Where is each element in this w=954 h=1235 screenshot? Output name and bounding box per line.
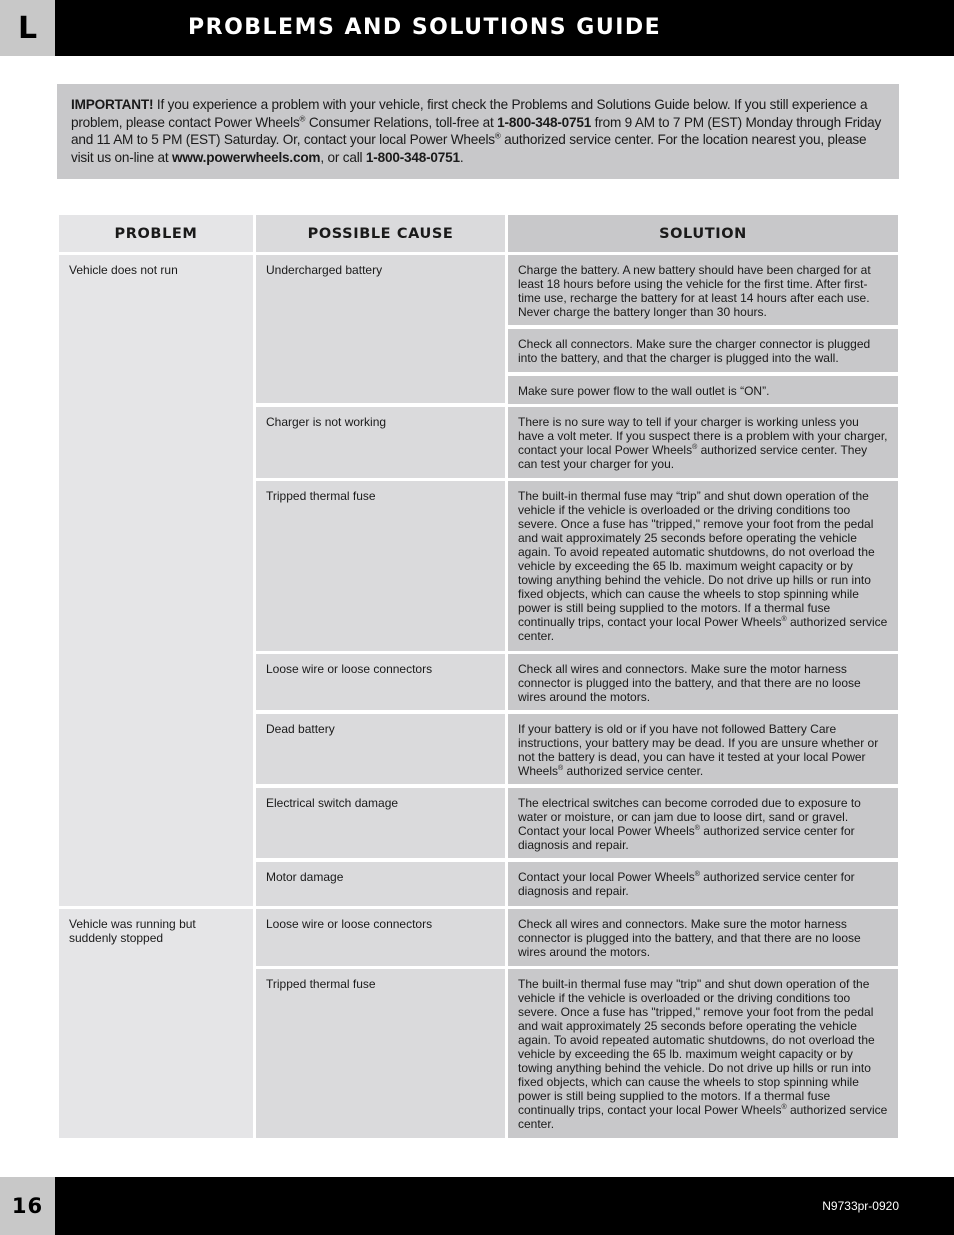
cause-cell: Tripped thermal fuse xyxy=(256,969,505,1138)
page-title: PROBLEMS AND SOLUTIONS GUIDE xyxy=(188,15,662,40)
phone-number: 1-800-348-0751 xyxy=(497,114,592,130)
registered-mark: ® xyxy=(692,444,698,451)
registered-mark: ® xyxy=(558,765,564,772)
cause-cell: Motor damage xyxy=(256,862,505,906)
notice-text: , or call xyxy=(320,149,366,165)
document-code: N9733pr-0920 xyxy=(822,1199,899,1213)
notice-text: . xyxy=(459,149,464,165)
cause-cell: Loose wire or loose connectors xyxy=(256,909,505,966)
cause-cell: Loose wire or loose connectors xyxy=(256,654,505,710)
section-tab: L xyxy=(0,0,55,56)
solution-cell: There is no sure way to tell if your charger is working unless you have a volt meter. If you suspect there is a problem with your charger, contact your local Power Wheels® authorized service center. They can test your charger for you. xyxy=(508,407,898,478)
header-problem: PROBLEM xyxy=(59,215,253,252)
page-number: 16 xyxy=(0,1177,55,1235)
header-possible-cause: POSSIBLE CAUSE xyxy=(256,215,505,252)
solution-cell: The electrical switches can become corroded due to exposure to water or moisture, or can jam due to loose dirt, sand or gravel. Contact your local Power Wheels® authorized service center for diagnosis and repair. xyxy=(508,788,898,858)
solution-cell: Contact your local Power Wheels® authorized service center for diagnosis and repair. xyxy=(508,862,898,906)
cause-cell: Tripped thermal fuse xyxy=(256,481,505,651)
footer-bar xyxy=(0,1177,954,1235)
solution-cell: Make sure power flow to the wall outlet is “ON”. xyxy=(508,376,898,404)
solution-cell: The built-in thermal fuse may “trip” and shut down operation of the vehicle if the vehicle is overloaded or the driving conditions too severe. Once a fuse has "tripped," remove your foot from the pedal and wait approximately 25 seconds before operating the vehicle again. To avoid repeated automatic shutdowns, do not overload the vehicle by exceeding the 65 lb. maximum weight capacity or by towing anything behind the vehicle. Do not drive up hills or run into fixed objects, which can cause the wheels to stop spinning while power is still being supplied to the motors. If a thermal fuse continually trips, contact your local Power Wheels® authorized service center. xyxy=(508,481,898,651)
registered-mark: ® xyxy=(694,871,700,878)
cause-cell: Dead battery xyxy=(256,714,505,784)
registered-mark: ® xyxy=(781,616,787,623)
notice-text: Consumer Relations, toll-free at xyxy=(305,114,498,130)
registered-mark: ® xyxy=(299,113,306,123)
registered-mark: ® xyxy=(494,131,501,141)
solution-cell: Check all wires and connectors. Make sure the motor harness connector is plugged into the battery, and that there are no loose wires around the motors. xyxy=(508,909,898,966)
notice-text: from 9 AM to 7 PM (EST) Monday through Friday and 11 AM to 5 PM (EST) Saturday. Or, contact your local Power Wheels xyxy=(71,114,882,147)
solution-cell: Check all connectors. Make sure the charger connector is plugged into the battery, and that the charger is plugged into the wall. xyxy=(508,329,898,372)
cause-cell: Charger is not working xyxy=(256,407,505,478)
solution-cell: The built-in thermal fuse may "trip" and shut down operation of the vehicle if the vehicle is overloaded or the driving conditions too severe. Once a fuse has "tripped," remove your foot from the pedal and wait approximately 25 seconds before operating the vehicle again. To avoid repeated automatic shutdowns, do not overload the vehicle by exceeding the 65 lb. maximum weight capacity or by towing anything behind the vehicle. Do not drive up hills or run into fixed objects, which can cause the wheels to stop spinning while power is still being supplied to the motors. If a thermal fuse continually trips, contact your local Power Wheels® authorized service center. xyxy=(508,969,898,1138)
notice-text: If you experience a problem with your vehicle, first check the Problems and Solutions Guide below. If you still experience a problem, please contact Power Wheels xyxy=(71,97,868,130)
cause-cell: Electrical switch damage xyxy=(256,788,505,858)
solution-cell: Charge the battery. A new battery should have been charged for at least 18 hours before using the vehicle for the first time. After first-time use, recharge the battery for at least 14 hours after each use. Never charge the battery longer than 30 hours. xyxy=(508,255,898,325)
solution-cell: If your battery is old or if you have not followed Battery Care instructions, your battery may be dead. If you are unsure whether or not the battery is dead, you can have it tested at your local Power Wheels® authorized service center. xyxy=(508,714,898,784)
important-notice xyxy=(57,84,899,179)
website-link[interactable]: www.powerwheels.com xyxy=(172,149,321,165)
header-solution: SOLUTION xyxy=(508,215,898,252)
cause-cell: Undercharged battery xyxy=(256,255,505,403)
notice-text: authorized service center. For the location nearest you, please visit us on-line at xyxy=(71,132,867,165)
problem-cell: Vehicle does not run xyxy=(59,255,253,906)
important-label: IMPORTANT! xyxy=(71,97,154,112)
registered-mark: ® xyxy=(781,1104,787,1111)
solution-cell: Check all wires and connectors. Make sure the motor harness connector is plugged into the battery, and that there are no loose wires around the motors. xyxy=(508,654,898,710)
problem-cell: Vehicle was running but suddenly stopped xyxy=(59,909,253,1138)
phone-number: 1-800-348-0751 xyxy=(365,149,460,165)
registered-mark: ® xyxy=(694,825,700,832)
